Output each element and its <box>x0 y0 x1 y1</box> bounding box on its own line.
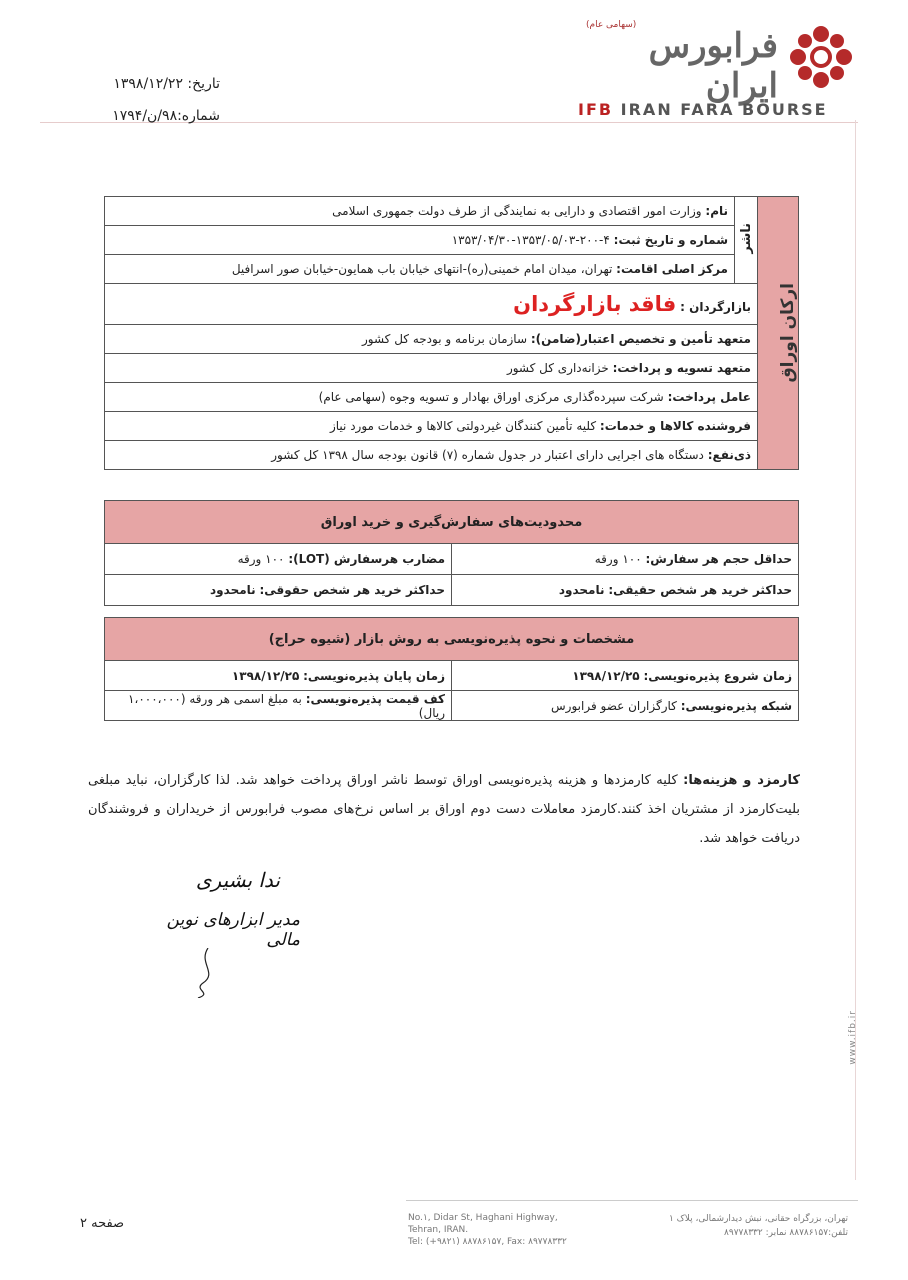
signature-block <box>140 868 300 998</box>
end-time-cell: زمان پایان پذیره‌نویسی: ۱۳۹۸/۱۲/۲۵ <box>105 661 452 691</box>
page-number: صفحه ۲ <box>80 1216 125 1231</box>
website-vertical: www.ifb.ir <box>848 1010 858 1065</box>
settlement-row: متعهد تسویه و پرداخت: خزانه‌داری کل کشور <box>105 354 758 383</box>
max-natural-cell: حداکثر خرید هر شخص حقیقی: نامحدود <box>452 575 799 606</box>
market-maker-value: فاقد بازارگردان <box>513 292 677 316</box>
signatory-title: مدیر ابزارهای نوین مالی <box>166 910 300 950</box>
logo-english-text: IFB IRAN FARA BOURSE <box>578 100 828 119</box>
start-time-cell: زمان شروع پذیره‌نویسی: ۱۳۹۸/۱۲/۲۵ <box>452 661 799 691</box>
logo-persian-text: فرابورس ایران <box>648 26 778 106</box>
lot-cell: مضارب هرسفارش (LOT): ۱۰۰ ورقه <box>105 544 452 575</box>
logo-subtitle: (سهامی عام) <box>586 20 637 30</box>
floor-price-cell: کف قیمت پذیره‌نویسی: به مبلغ اسمی هر ورقه (۱،۰۰۰،۰۰۰ ریال) <box>105 691 452 721</box>
date-line: تاریخ: ۱۳۹۸/۱۲/۲۲ <box>113 76 220 92</box>
footer-divider <box>406 1200 858 1201</box>
issuer-name-row: نام: وزارت امور اقتصادی و دارایی به نمایندگی از طرف دولت جمهوری اسلامی <box>105 197 735 226</box>
network-cell: شبکه پذیره‌نویسی: کارگزاران عضو فرابورس <box>452 691 799 721</box>
footer-address-en: No.۱, Didar St, Haghani Highway, Tehran, IRAN. Tel: (+۹۸۲۱) ۸۸۷۸۶۱۵۷, Fax: ۸۹۷۷۸۳۳۲ <box>408 1213 567 1247</box>
flower-emblem-icon <box>786 22 856 92</box>
beneficiary-row: ذی‌نفع: دستگاه های اجرایی دارای اعتبار در جدول شماره (۷) قانون بودجه سال ۱۳۹۸ کل کشور <box>105 441 758 470</box>
issuer-label: ناشر <box>735 197 758 284</box>
order-limits-title: محدودیت‌های سفارش‌گیری و خرید اوراق <box>105 501 799 544</box>
signature-stroke-icon <box>168 948 228 998</box>
max-legal-cell: حداکثر خرید هر شخص حقوقی: نامحدود <box>105 575 452 606</box>
underwriting-table <box>104 617 799 721</box>
issuer-registration-row: شماره و تاریخ ثبت: ۴-۲۰۰-۱۳۵۳/۰۵/۰۳-۱۳۵۳/۰۴/۳۰ <box>105 226 735 255</box>
signatory-name: ندا بشیری <box>195 868 280 892</box>
footer-address-fa: تهران، بزرگراه حقانی، نبش دیدارشمالی، پلاک ۱ تلفن:۸۸۷۸۶۱۵۷ نمابر: ۸۹۷۷۸۳۳۲ <box>668 1214 848 1238</box>
fees-paragraph: کارمزد و هزینه‌ها: کلیه کارمزدها و هزینه پذیره‌نویسی اوراق توسط ناشر اوراق پرداخت خواهد شد. لذا کارگزاران، نباید مبلغی بلیت‌کارمزد از مشتریان اخذ کنند.کارمزد معاملات دست دوم اوراق بر اساس نرخ‌های مصوب فرابورس از خریداران و فروشندگان دریافت خواهد شد. <box>88 773 800 846</box>
pillars-side-title: ارکان اوراق <box>758 197 799 470</box>
number-line: شماره:۹۸/ن/۱۷۹۴ <box>112 108 220 124</box>
min-order-cell: حداقل حجم هر سفارش: ۱۰۰ ورقه <box>452 544 799 575</box>
underwriting-title: مشخصات و نحوه پذیره‌نویسی به روش بازار (شیوه حراج) <box>105 618 799 661</box>
seller-row: فروشنده کالاها و خدمات: کلیه تأمین کنندگان غیردولتی کالاها و خدمات مورد نیاز <box>105 412 758 441</box>
issuer-hq-row: مرکز اصلی اقامت: تهران، میدان امام خمینی(ره)-انتهای خیابان باب همایون-خیابان صور اسرافیل <box>105 255 735 284</box>
pillars-table <box>104 196 799 470</box>
guarantor-row: متعهد تأمین و تخصیص اعتبار(ضامن): سازمان برنامه و بودجه کل کشور <box>105 325 758 354</box>
payment-agent-row: عامل پرداخت: شرکت سپرده‌گذاری مرکزی اوراق بهادار و تسویه وجوه (سهامی عام) <box>105 383 758 412</box>
order-limits-table <box>104 500 799 606</box>
company-logo <box>578 18 860 122</box>
market-maker-row: بازارگردان : فاقد بازارگردان <box>105 284 758 325</box>
